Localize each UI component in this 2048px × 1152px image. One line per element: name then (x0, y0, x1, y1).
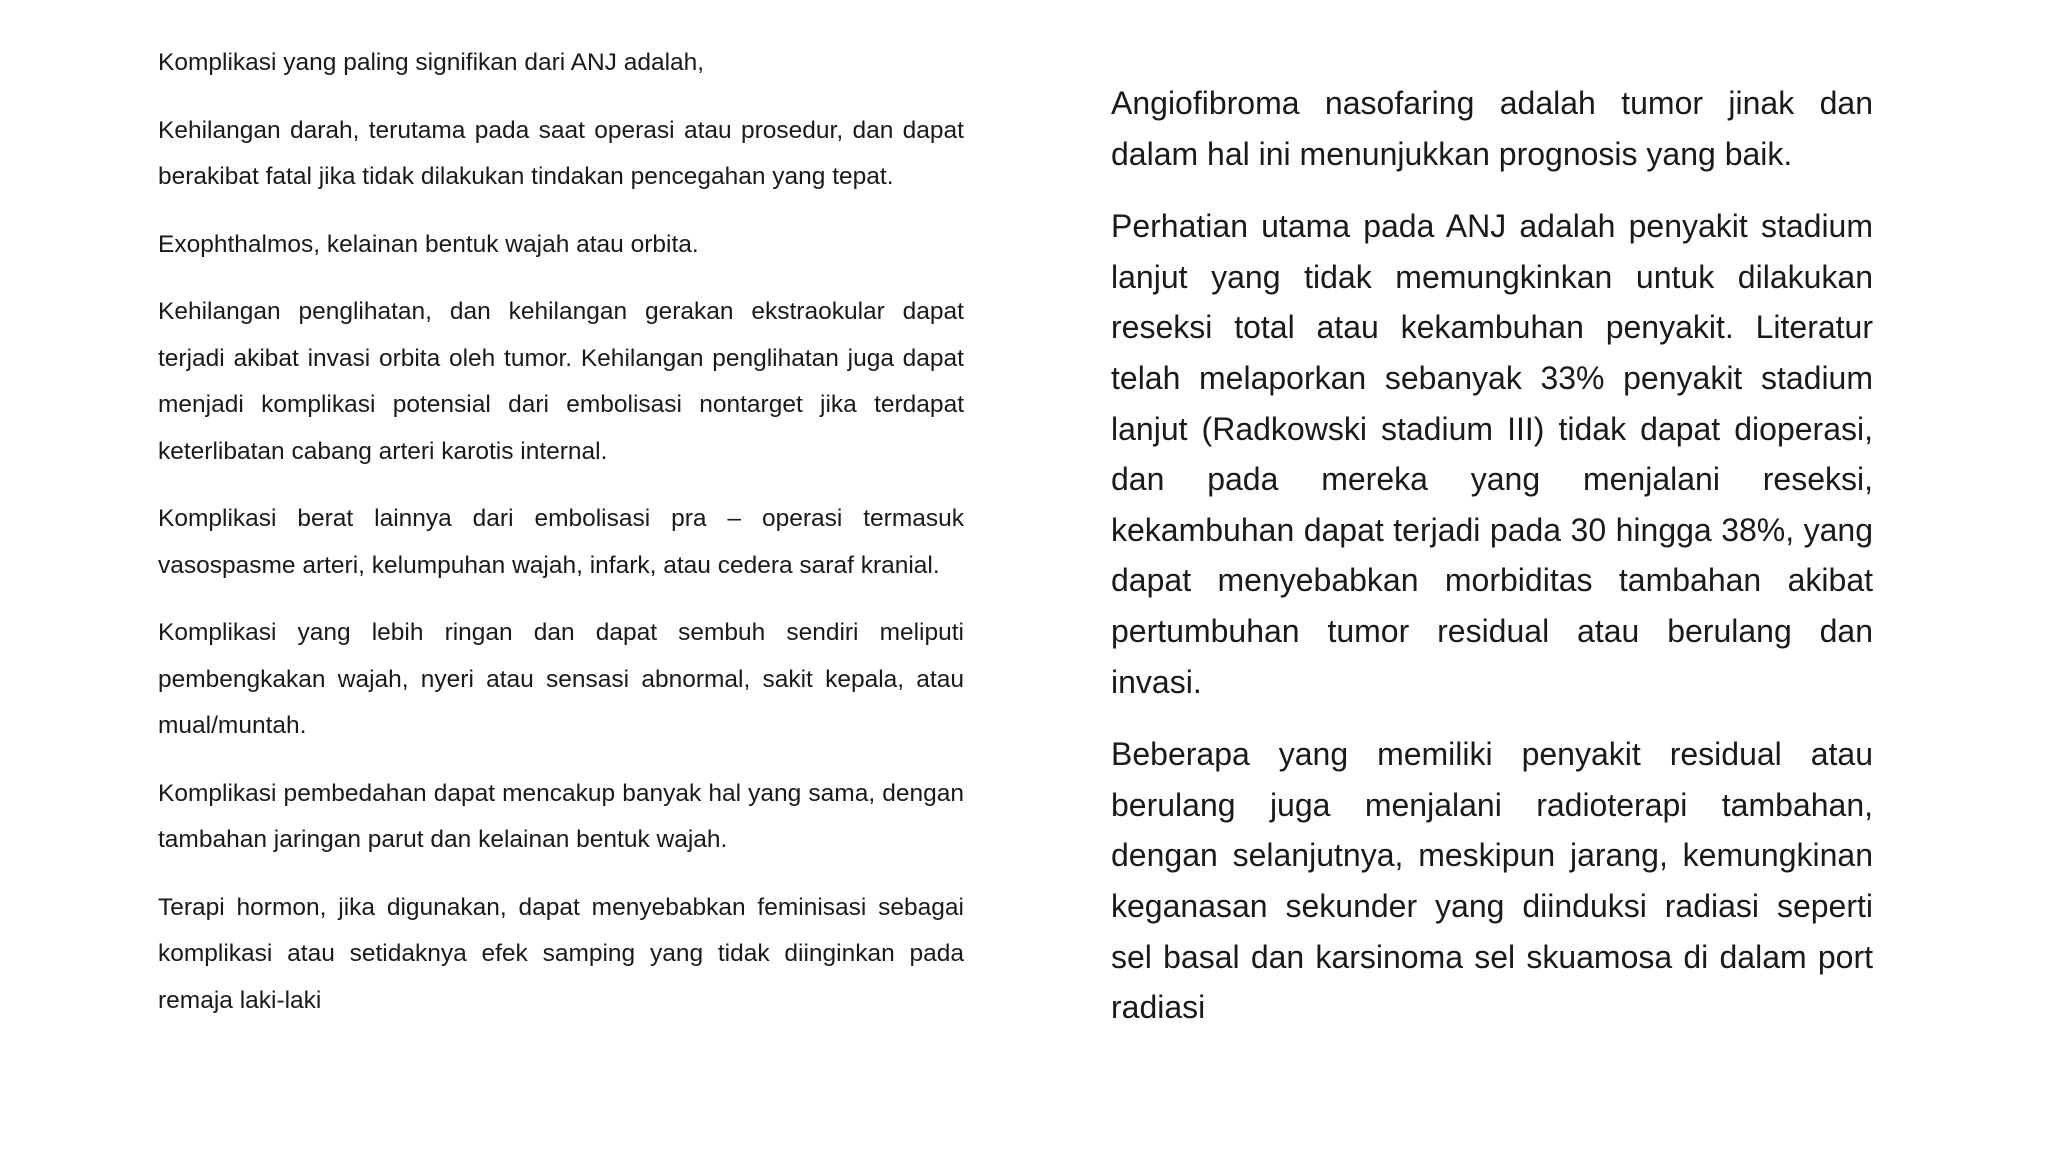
radiotherapy-paragraph: Beberapa yang memiliki penyakit residual atau berulang juga menjalani radioterapi tambahan, dengan selanjutnya, meskipun jarang, kemungkinan keganasan sekunder yang diinduksi radiasi seperti sel basal dan karsinoma sel skuamosa di dalam port radiasi (1111, 736, 1873, 1026)
vision-loss-paragraph: Kehilangan penglihatan, dan kehilangan gerakan ekstraokular dapat terjadi akibat invasi orbita oleh tumor. Kehilangan penglihatan juga dapat menjadi komplikasi potensial dari embolisasi nontarget jika terdapat keterlibatan cabang arteri karotis internal. (158, 298, 964, 465)
main-concern-paragraph: Perhatian utama pada ANJ adalah penyakit stadium lanjut yang tidak memungkinkan untuk dilakukan reseksi total atau kekambuhan penyakit. Literatur telah melaporkan sebanyak 33% penyakit stadium lanjut (Radkowski stadium III) tidak dapat dioperasi, dan pada mereka yang menjalani reseksi, kekambuhan dapat terjadi pada 30 hingga 38%, yang dapat menyebabkan morbiditas tambahan akibat pertumbuhan tumor residual atau berulang dan invasi. (1111, 208, 1873, 700)
embolization-complications-paragraph: Komplikasi berat lainnya dari embolisasi pra – operasi termasuk vasospasme arteri, kelumpuhan wajah, infark, atau cedera saraf kranial. (158, 505, 964, 579)
right-text-column (1111, 78, 1873, 1055)
exophthalmos-paragraph: Exophthalmos, kelainan bentuk wajah atau orbita. (158, 230, 699, 258)
prognosis-paragraph: Angiofibroma nasofaring adalah tumor jinak dan dalam hal ini menunjukkan prognosis yang baik. (1111, 85, 1873, 172)
blood-loss-paragraph: Kehilangan darah, terutama pada saat operasi atau prosedur, dan dapat berakibat fatal jika tidak dilakukan tindakan pencegahan yang tepat. (158, 116, 964, 190)
hormone-therapy-paragraph: Terapi hormon, jika digunakan, dapat menyebabkan feminisasi sebagai komplikasi atau setidaknya efek samping yang tidak diinginkan pada remaja laki-laki (158, 893, 964, 1014)
complications-intro-paragraph: Komplikasi yang paling signifikan dari ANJ adalah, (158, 49, 705, 76)
left-text-column (158, 40, 964, 1045)
surgical-complications-paragraph: Komplikasi pembedahan dapat mencakup banyak hal yang sama, dengan tambahan jaringan parut dan kelainan bentuk wajah. (158, 779, 964, 853)
minor-complications-paragraph: Komplikasi yang lebih ringan dan dapat sembuh sendiri meliputi pembengkakan wajah, nyeri atau sensasi abnormal, sakit kepala, atau mual/muntah. (158, 619, 964, 739)
